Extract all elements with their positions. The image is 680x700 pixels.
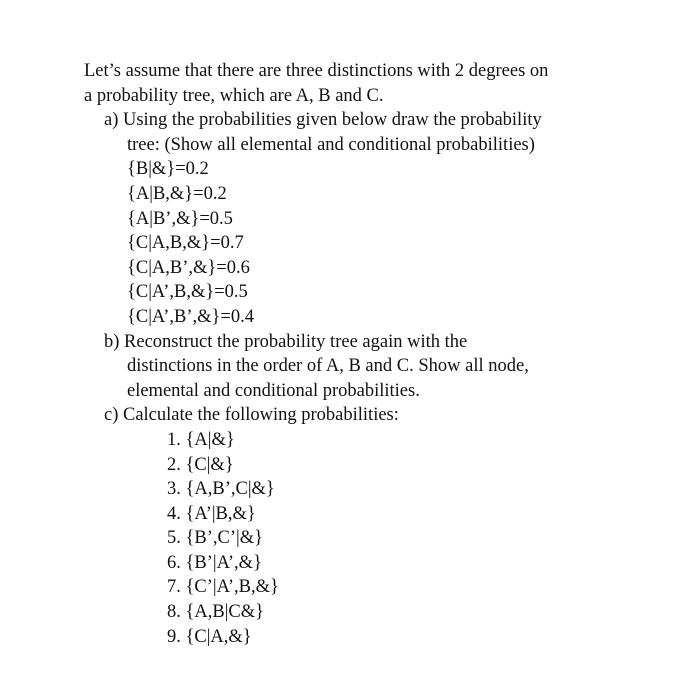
list-item-number: 5. xyxy=(167,528,181,549)
list-item xyxy=(0,600,680,625)
given-probability: {C|A’,B’,&}=0.4 xyxy=(127,306,254,327)
given-probability: {C|A,B,&}=0.7 xyxy=(127,233,244,254)
list-item xyxy=(0,575,680,600)
list-item-text: {A|&} xyxy=(185,429,235,450)
list-item xyxy=(0,453,680,478)
problem-document xyxy=(0,59,680,649)
list-item-number: 6. xyxy=(167,552,181,573)
given-probability: {A|B’,&}=0.5 xyxy=(127,208,233,229)
part-b-line-3: elemental and conditional probabilities. xyxy=(127,380,420,401)
list-item-text: {A,B’,C|&} xyxy=(185,479,275,500)
part-a-line-1: a) Using the probabilities given below draw the probability xyxy=(104,110,542,131)
part-a-line-2: tree: (Show all elemental and conditional probabilities) xyxy=(127,134,535,155)
list-item xyxy=(0,551,680,576)
part-c-heading: c) Calculate the following probabilities: xyxy=(104,405,399,426)
list-item-number: 7. xyxy=(167,577,181,598)
list-item xyxy=(0,502,680,527)
list-item-number: 9. xyxy=(167,626,181,647)
given-probability: {A|B,&}=0.2 xyxy=(127,183,227,204)
intro-line-1: Let’s assume that there are three distinctions with 2 degrees on xyxy=(84,61,549,81)
list-item-number: 1. xyxy=(167,429,181,450)
part-b-line-1: b) Reconstruct the probability tree again with the xyxy=(104,331,468,352)
given-probability: {C|A’,B,&}=0.5 xyxy=(127,282,248,303)
list-item-text: {C’|A’,B,&} xyxy=(185,577,279,598)
list-item-text: {C|&} xyxy=(185,454,234,475)
list-item xyxy=(0,625,680,650)
list-item-text: {A,B|C&} xyxy=(185,602,265,623)
list-item-number: 8. xyxy=(167,602,181,623)
list-item-number: 3. xyxy=(167,479,181,500)
list-item-number: 2. xyxy=(167,454,181,475)
list-item xyxy=(0,477,680,502)
list-item-number: 4. xyxy=(167,503,181,524)
intro-line-2: a probability tree, which are A, B and C. xyxy=(84,85,384,106)
list-item-text: {B’,C’|&} xyxy=(185,528,263,549)
list-item-text: {A’|B,&} xyxy=(185,503,256,524)
list-item xyxy=(0,428,680,453)
given-probability: {C|A,B’,&}=0.6 xyxy=(127,257,250,278)
list-item-text: {C|A,&} xyxy=(185,626,252,647)
part-b-line-2: distinctions in the order of A, B and C. Show all node, xyxy=(127,356,529,377)
list-item xyxy=(0,526,680,551)
list-item-text: {B’|A’,&} xyxy=(185,552,262,573)
given-probability: {B|&}=0.2 xyxy=(127,159,209,180)
